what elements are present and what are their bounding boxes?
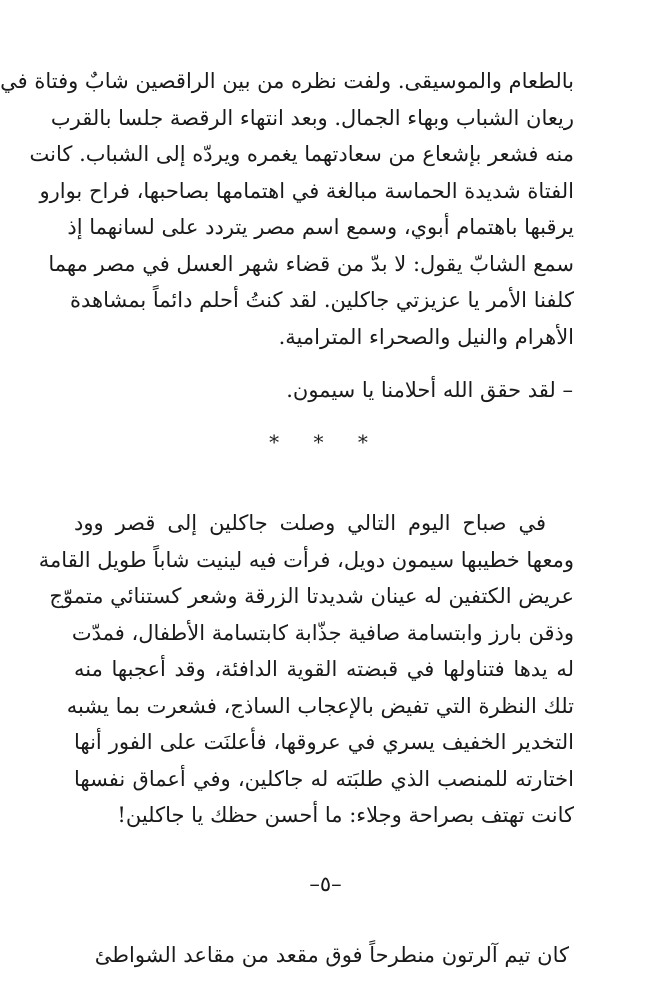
paragraph-line: التخدير الخفيف يسري في عروقها، فأعلنَت على الفور أنها: [74, 730, 574, 754]
paragraph-line: ومعها خطيبها سيمون دويل، فرأت فيه لينيت شاباً طويل القامة: [38, 547, 574, 572]
paragraph-line: له يدها فتناولها في قبضته القوية الدافئة، وقد أعجبها منه: [74, 657, 574, 681]
paragraph-line: عريض الكتفين له عينان شديدتا الزرقة وشعر كستنائي متموّج: [49, 584, 574, 608]
paragraph-line: سمع الشابّ يقول: لا بدّ من قضاء شهر العسل في مصر مهما: [48, 251, 574, 276]
paragraph-line: الفتاة شديدة الحماسة مبالغة في اهتمامها بصاحبها، فراح بوارو: [39, 178, 574, 203]
paragraph-line: كانت تهتف بصراحة وجلاء: ما أحسن حظك يا جاكلين!: [117, 803, 574, 827]
paragraph-line: منه فشعر بإشعاع من سعادتهما يغمره ويردّه إلى الشباب. كانت: [29, 142, 574, 166]
paragraph-line: في صباح اليوم التالي وصلت جاكلين إلى قصر وود: [74, 511, 546, 535]
paragraph-1: [0, 63, 574, 355]
paragraph-line: اختارته للمنصب الذي طلبَته له جاكلين، وفي أعماق نفسها: [74, 766, 574, 791]
paragraph-line: ريعان الشباب وبهاء الجمال. وبعد انتهاء الرقصة جلسا بالقرب: [50, 105, 574, 130]
next-section-first-line: كان تيم آلرتون منطرحاً فوق مقعد من مقاعد الشواطئ: [94, 943, 569, 967]
paragraph-line: بالطعام والموسيقى. ولفت نظره من بين الراقصين شابٌ وفتاة في: [0, 69, 574, 93]
page-number: –٥–: [309, 872, 342, 896]
paragraph-line: يرقبها باهتمام أبوي، وسمع اسم مصر يتردد على لسانهما إذ: [67, 215, 574, 239]
paragraph-line: كلفنا الأمر يا عزيزتي جاكلين. لقد كنتُ أحلم دائماً بمشاهدة: [69, 288, 574, 312]
paragraph-2: [38, 505, 574, 834]
scene-break-asterisks: * * *: [269, 430, 382, 454]
paragraph-line: وذقن بارز وابتسامة صافية جذّابة كابتسامة الأطفال، فمدّت: [71, 620, 574, 645]
dialogue-line: – لقد حقق الله أحلامنا يا سيمون.: [286, 378, 573, 402]
paragraph-line: تلك النظرة التي تفيض بالإعجاب الساذج، فشعرت بما يشبه: [66, 693, 574, 718]
paragraph-line: الأهرام والنيل والصحراء المترامية.: [278, 324, 574, 349]
